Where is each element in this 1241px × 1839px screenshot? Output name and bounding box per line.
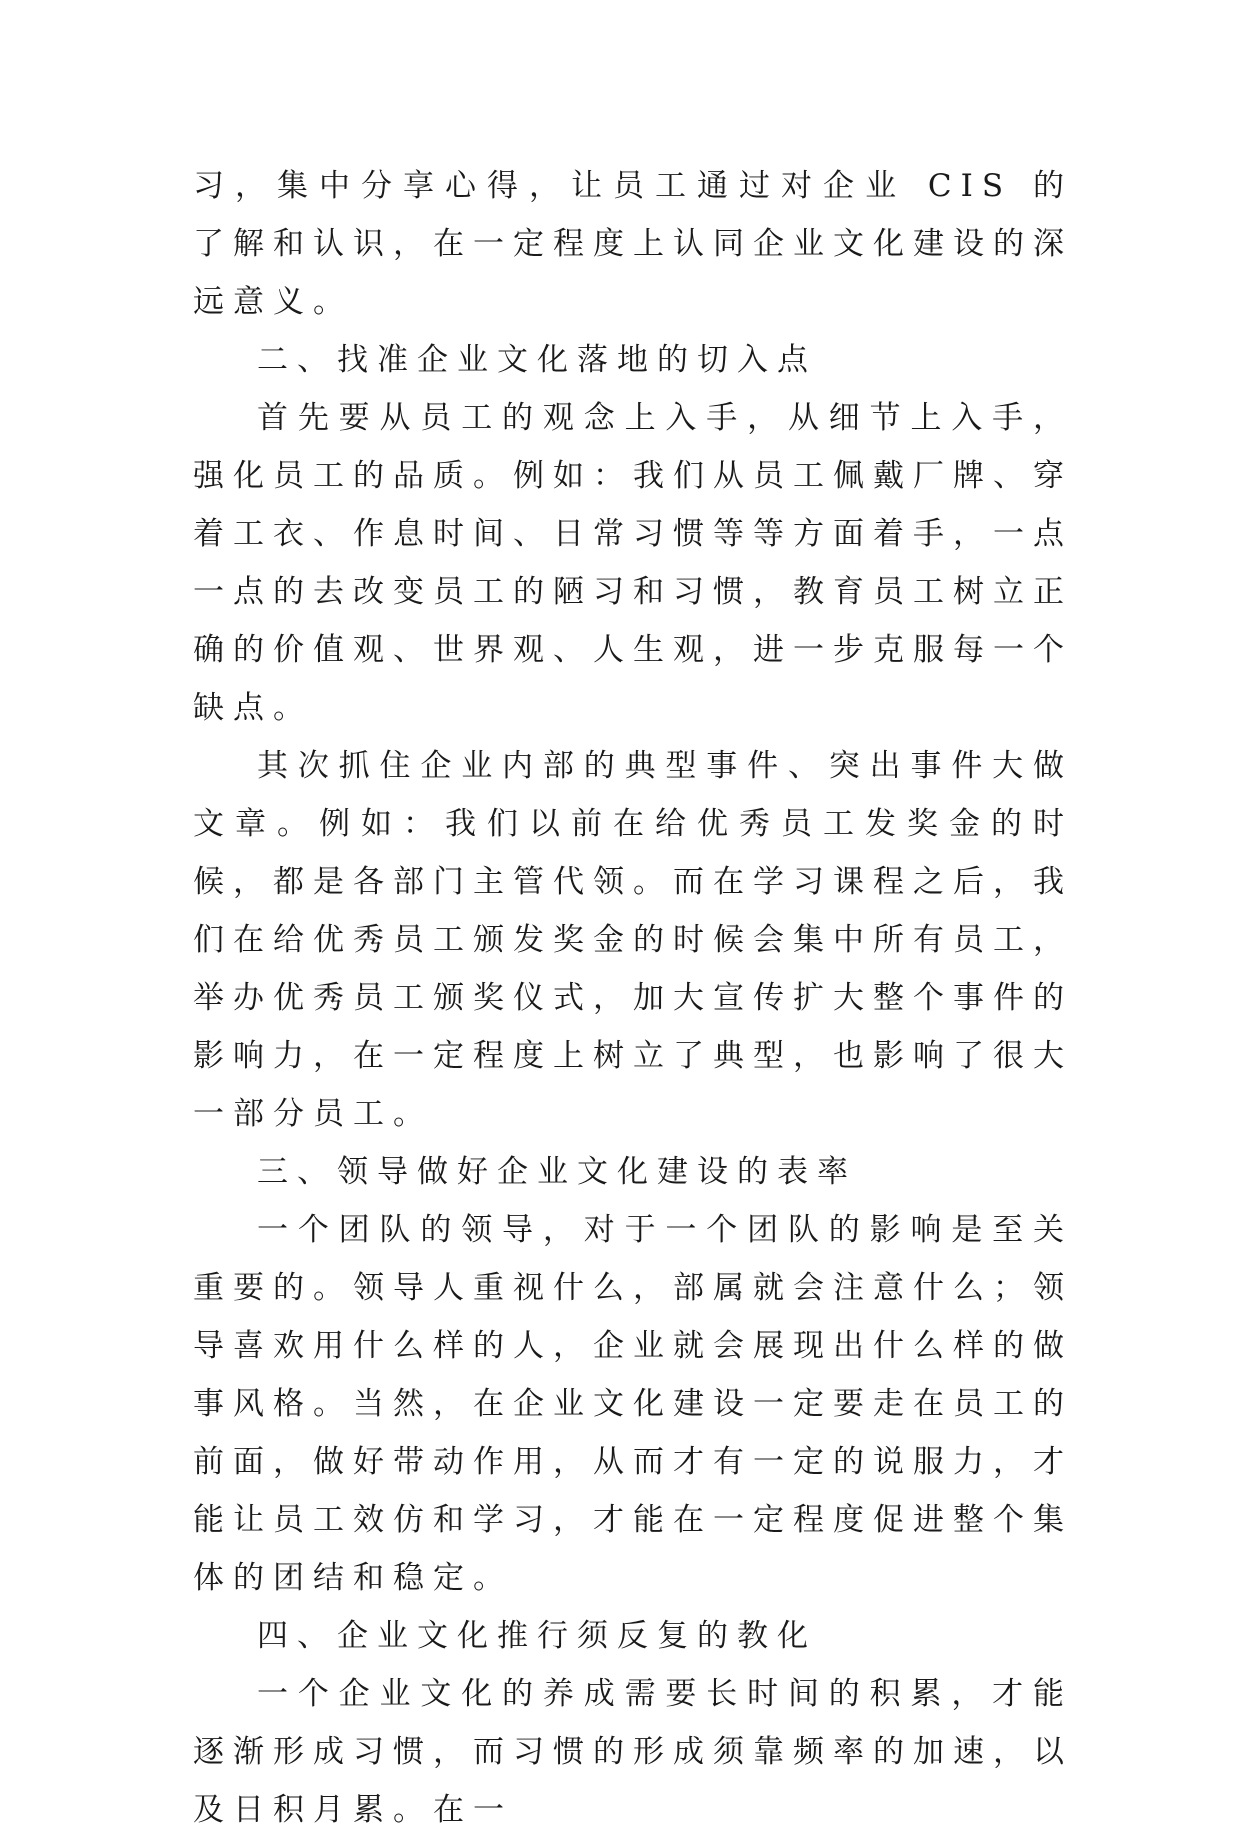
section-heading-4: 四、企业文化推行须反复的教化 bbox=[257, 1618, 817, 1654]
section-heading-2: 二、找准企业文化落地的切入点 bbox=[257, 342, 817, 378]
section-heading-3: 三、领导做好企业文化建设的表率 bbox=[257, 1154, 857, 1190]
paragraph: 一个团队的领导，对于一个团队的影响是至关重要的。领导人重视什么，部属就会注意什么；领导喜欢用什么样的人，企业就会展现出什么样的做事风格。当然，在企业文化建设一定要走在员工的前面，做好带动作用，从而才有一定的说服力，才能让员工效仿和学习，才能在一定程度促进整个集体的团结和稳定。 bbox=[193, 1212, 1073, 1596]
paragraph: 首先要从员工的观念上入手，从细节上入手，强化员工的品质。例如：我们从员工佩戴厂牌、穿着工衣、作息时间、日常习惯等等方面着手，一点一点的去改变员工的陋习和习惯，教育员工树立正确的价值观、世界观、人生观，进一步克服每一个缺点。 bbox=[193, 400, 1073, 726]
paragraph: 其次抓住企业内部的典型事件、突出事件大做文章。例如：我们以前在给优秀员工发奖金的时候，都是各部门主管代领。而在学习课程之后，我们在给优秀员工颁发奖金的时候会集中所有员工，举办优秀员工颁奖仪式，加大宣传扩大整个事件的影响力，在一定程度上树立了典型，也影响了很大一部分员工。 bbox=[193, 748, 1073, 1132]
paragraph-continuation: 习，集中分享心得，让员工通过对企业 CIS 的了解和认识，在一定程度上认同企业文化建设的深远意义。 bbox=[193, 168, 1073, 320]
paragraph: 一个企业文化的养成需要长时间的积累，才能逐渐形成习惯，而习惯的形成须靠频率的加速，以及日积月累。在一 bbox=[193, 1676, 1073, 1828]
document-body bbox=[193, 157, 1073, 1839]
